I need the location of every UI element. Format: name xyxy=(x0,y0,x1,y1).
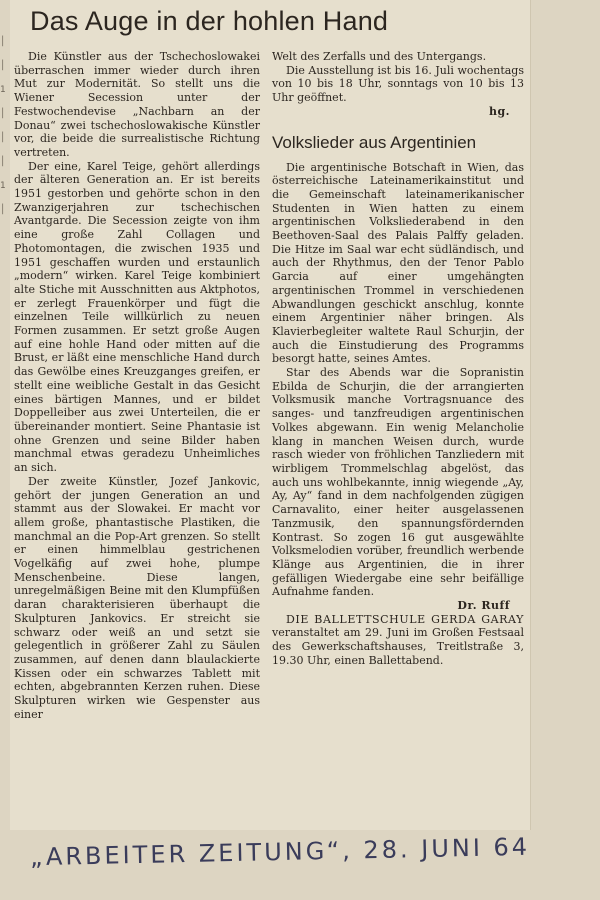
article2-signature: Dr. Ruff xyxy=(457,599,510,613)
article2-paragraph: Star des Abends war die Sopranistin Ebilda de Schurjin, die der arrangierten Volksmusik manche Vortragsnuance des sanges- und tanzfreudigen argentinischen Volkes abgewann. Ein wenig Melancholie klang in manchen Weisen durch, wurde rasch wieder von fröhlichen Tanzliedern mit wirbligem Trommelschlag abgelöst, das auch uns wohlbekannte, innig wiegende „Ay, Ay, Ay“ fand in dem nachfolgenden zügigen Carnavalito, einer heiter ausgelassenen Tanzmusik, den spannungsfördernden Kontrast. So zogen 16 gut ausgewählte Volksmelodien vorüber, freundlich werbende Klänge aus Argentinien, die in ihrer gefälligen Wiedergabe eine sehr beifällige Aufnahme fanden. xyxy=(272,366,524,599)
handwritten-source-note: „ARBEITER ZEITUNG“, 28. JUNI 64 xyxy=(29,832,531,872)
column-left xyxy=(14,50,260,721)
article2-paragraph: Die argentinische Botschaft in Wien, das österreichische Lateinamerikainstitut und die Gemeinschaft lateinamerikanischer Studenten in Wien hatten zu einem argentinischen Volksliederabend in den Beethoven-Saal des Palais Palffy geladen. Die Hitze im Saal war echt südländisch, und auch der Rhythmus, den der Tenor Pablo Garcia auf einer umgehängten argentinischen Trommel in verschiedenen Abwandlungen geschickt anschlug, konnte einem Argentinier näher bringen. Als Klavierbegleiter waltete Raul Schurjin, der auch die Einstudierung des Programms besorgt hatte, seines Amtes. xyxy=(272,160,524,366)
column-right xyxy=(272,50,524,668)
page-edge-fragment: │ │ 1 │ │ │ 1 │ xyxy=(0,37,6,215)
ballet-notice xyxy=(272,613,524,668)
article-paragraph: Die Künstler aus der Tschechoslowakei überraschen immer wieder durch ihren Mut zur Modernität. So stellt uns die Wiener Secession unter der Festwochendevise „Nachbarn an der Donau“ zwei tschechoslowakische Künstler vor, die beide die surrealistische Richtung vertreten. xyxy=(14,50,260,159)
article-paragraph-continued: Welt des Zerfalls und des Untergangs. xyxy=(272,50,487,63)
article2-headline: Volkslieder aus Argentinien xyxy=(272,132,477,152)
article-headline: Das Auge in der hohlen Hand xyxy=(30,6,389,36)
article-paragraph: Die Ausstellung ist bis 16. Juli wochentags von 10 bis 18 Uhr, sonntags von 10 bis 13 Uhr geöffnet. xyxy=(272,63,524,105)
article-paragraph: Der eine, Karel Teige, gehört allerdings der älteren Generation an. Er ist bereits 1951 gestorben und gehörte schon in den Zwanzigerjahren zur tschechischen Avantgarde. Die Secession zeigte von ihm eine große Zahl Collagen und Photomontagen, die zwischen 1935 und 1951 geschaffen wurden und erstaunlich „modern“ wirken. Karel Teige kombiniert alte Stiche mit Ausschnitten aus Aktphotos, er zerlegt Frauenkörper und fügt die einzelnen Teile willkürlich zu neuen Formen zusammen. Er setzt große Augen auf eine hohle Hand oder mitten auf die Brust, er läßt eine menschliche Hand durch das Gewölbe eines Kreuzganges greifen, er stellt eine weibliche Gestalt in das Gesicht eines bärtigen Mannes, und er bildet Doppelleiber aus zwei Unterteilen, die er übereinander montiert. Seine Phantasie ist ohne Grenzen und seine Bilder haben manchmal etwas geradezu Unheimliches an sich. xyxy=(14,159,260,475)
ballet-notice-title: DIE BALLETTSCHULE GERDA GARAY xyxy=(286,612,524,626)
article-signature: hg. xyxy=(488,104,510,118)
article-paragraph: Der zweite Künstler, Jozef Jankovic, gehört der jungen Generation an und stammt aus der Slowakei. Er macht vor allem große, phantastische Plastiken, die manchmal an die Pop-Art grenzen. So stellt er einen himmelblau gestrichenen Vogelkäfig auf zwei hohe, plumpe Menschenbeine. Diese langen, unregelmäßigen Beine mit den Klumpfüßen daran charakterisieren überhaupt die Skulpturen Jankovics. Er streicht sie schwarz oder weiß an und setzt sie gelegentlich in größerer Zahl zu Säulen zusammen, auf denen dann blaulackierte Kissen oder ein schwarzes Tablett mit echten, abgebrannten Kerzen ruhen. Diese Skulpturen wirken wie Gespenster aus einer xyxy=(14,474,260,721)
ballet-notice-text: veranstaltet am 29. Juni im Großen Festsaal des Gewerkschaftshauses, Treitlstraße 3, 19.30 Uhr, einen Ballettabend. xyxy=(272,626,524,667)
